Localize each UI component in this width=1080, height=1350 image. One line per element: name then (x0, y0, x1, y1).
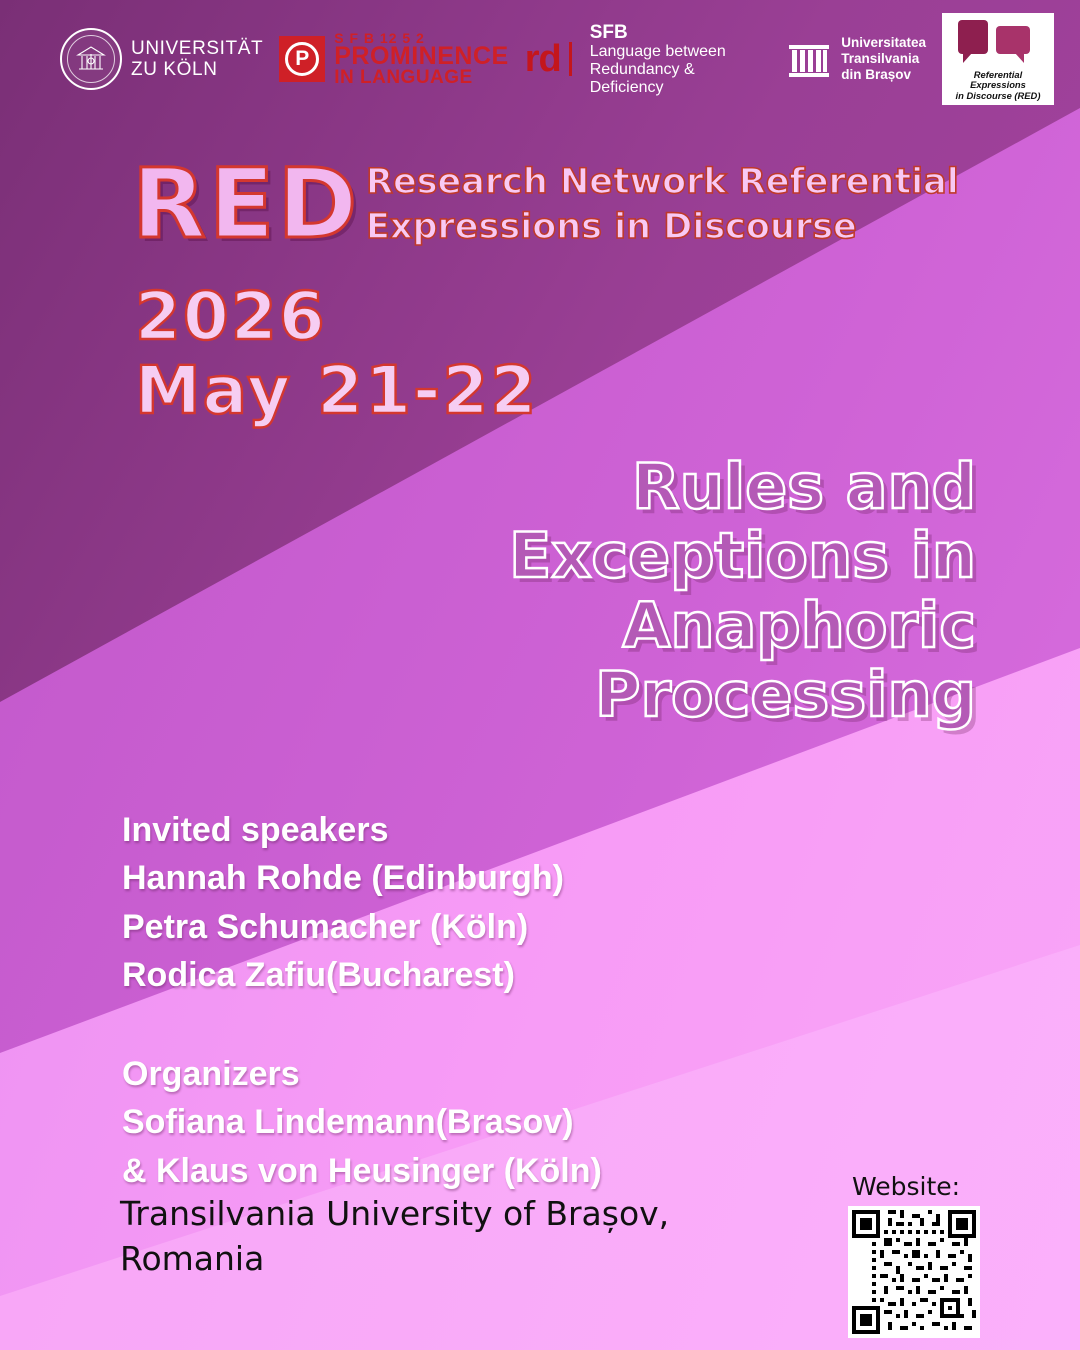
venue-line-2: Romania (120, 1238, 265, 1278)
transilvania-columns-icon (786, 36, 832, 82)
invited-speakers-block (122, 806, 564, 999)
red-logo-caption-line-1: Referential Expressions (970, 68, 1026, 91)
red-logo-caption-line-2: in Discourse (RED) (955, 90, 1041, 102)
theme-line-1: Rules and (631, 450, 976, 523)
logo-university-of-cologne (60, 28, 263, 90)
invited-speakers-heading: Invited speakers (122, 811, 389, 849)
sfb-title: SFB (589, 21, 628, 43)
transilvania-wordmark (841, 35, 926, 83)
transilvania-line-3: din Brașov (841, 66, 911, 82)
logo-prominence-in-language (279, 31, 508, 88)
logo-bar (0, 0, 1080, 112)
organizer-item: & Klaus von Heusinger (Köln) (122, 1151, 602, 1190)
cologne-seal-icon (60, 28, 122, 90)
organizers-block (122, 1050, 602, 1195)
invited-speaker-item: Petra Schumacher (Köln) (122, 907, 529, 946)
sfb-wordmark (581, 22, 771, 97)
theme-line-3: Anaphoric (622, 588, 976, 662)
cologne-wordmark (131, 38, 263, 81)
venue-block (120, 1192, 780, 1281)
network-name-line-1: Research Network Referential (366, 162, 959, 202)
red-logo-caption (948, 70, 1048, 102)
prominence-title: PROMINENCE (334, 41, 509, 70)
theme-line-4: Processing (595, 658, 976, 732)
website-label: Website: (852, 1172, 961, 1201)
sfb-rd-icon: rd (525, 42, 572, 76)
prominence-wordmark (334, 31, 508, 88)
prominence-p-icon: P (279, 36, 325, 82)
transilvania-line-2: Transilvania (841, 51, 920, 67)
conference-theme (416, 452, 976, 730)
network-name (366, 160, 959, 250)
sfb-line-2: Redundancy & Deficiency (589, 60, 695, 96)
invited-speaker-item: Hannah Rohde (Edinburgh) (122, 859, 564, 898)
logo-sfb-redundancy-deficiency (525, 22, 771, 97)
sfb-line-1: Language between (589, 42, 726, 60)
cologne-line-2: ZU KÖLN (131, 59, 218, 80)
network-name-line-2: Expressions in Discourse (366, 206, 857, 247)
qr-code-icon[interactable] (848, 1206, 980, 1338)
invited-speaker-item: Rodica Zafiu(Bucharest) (122, 955, 515, 994)
speech-bubbles-icon (948, 18, 1048, 64)
prominence-sfb-number: S F B 12 5 2 (334, 29, 425, 46)
organizer-item: Sofiana Lindemann(Brasov) (122, 1103, 574, 1142)
logo-red-network (942, 13, 1054, 105)
venue-line-1: Transilvania University of Brașov, (120, 1194, 670, 1233)
event-year: 2026 (135, 278, 327, 355)
event-dates: May 21-22 (135, 352, 539, 429)
transilvania-line-1: Universitatea (841, 35, 926, 51)
prominence-subtitle: IN LANGUAGE (334, 67, 473, 89)
cologne-line-1: UNIVERSITÄT (131, 37, 264, 59)
event-acronym: RED (132, 148, 361, 260)
logo-transilvania-university (786, 35, 926, 83)
theme-line-2: Exceptions in (508, 519, 976, 593)
organizers-heading: Organizers (122, 1055, 300, 1093)
